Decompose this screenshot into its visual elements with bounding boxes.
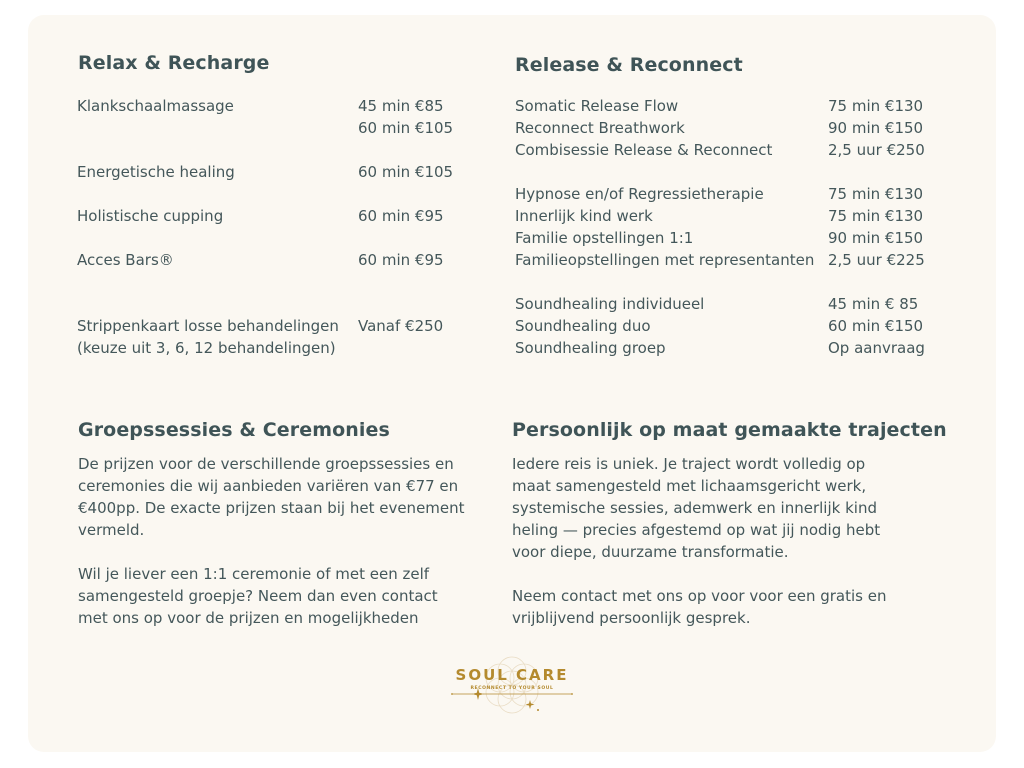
service-price: 60 min €105 [358,119,454,137]
service-name: Somatic Release Flow [515,97,679,115]
service-price: 75 min €130 [828,185,924,203]
service-price: 60 min €95 [358,251,444,269]
relax-recharge-heading: Relax & Recharge [78,52,270,74]
service-note: (keuze uit 3, 6, 12 behandelingen) [77,339,336,357]
service-price: 45 min € 85 [828,295,919,313]
group-sessions-paragraph: Wil je liever een 1:1 ceremonie of met een zelf samengesteld groepje? Neem dan even contact met ons op voor de prijzen en mogelijkheden [78,565,438,627]
service-name: Klankschaalmassage [77,97,234,115]
soul-care-logo [446,650,578,720]
service-price: 90 min €150 [828,229,924,247]
group-sessions-paragraph: De prijzen voor de verschillende groepssessies en ceremonies die wij aanbieden variëren van €77 en €400pp. De exacte prijzen staan bij het evenement vermeld. [78,455,465,539]
logo-tagline: RECONNECT TO YOUR SOUL [470,686,554,691]
service-price: 60 min €95 [358,207,444,225]
service-price: 60 min €150 [828,317,924,335]
flower-of-life-icon [446,650,578,720]
service-name: Innerlijk kind werk [515,207,653,225]
service-price: 75 min €130 [828,207,924,225]
service-price: 2,5 uur €250 [828,141,925,159]
service-price: 90 min €150 [828,119,924,137]
service-name: Acces Bars® [77,251,174,269]
personal-trajectories-paragraph: Neem contact met ons op voor voor een gratis en vrijblijvend persoonlijk gesprek. [512,587,887,627]
service-name: Strippenkaart losse behandelingen [77,317,339,335]
release-reconnect-heading: Release & Reconnect [515,54,743,76]
service-name: Familie opstellingen 1:1 [515,229,694,247]
service-name: Reconnect Breathwork [515,119,685,137]
service-name: Holistische cupping [77,207,224,225]
logo-title: SOUL CARE [455,666,569,684]
service-name: Soundhealing groep [515,339,666,357]
service-name: Soundhealing duo [515,317,651,335]
service-price: 45 min €85 [358,97,444,115]
service-price: 2,5 uur €225 [828,251,925,269]
service-name: Familieopstellingen met representanten [515,251,815,269]
personal-trajectories-heading: Persoonlijk op maat gemaakte trajecten [512,419,947,441]
service-name: Soundhealing individueel [515,295,705,313]
service-name: Combisessie Release & Reconnect [515,141,773,159]
service-price: 60 min €105 [358,163,454,181]
service-name: Energetische healing [77,163,235,181]
service-price: Op aanvraag [828,339,925,357]
group-sessions-heading: Groepssessies & Ceremonies [78,419,390,441]
personal-trajectories-paragraph: Iedere reis is uniek. Je traject wordt volledig op maat samengesteld met lichaamsgericht werk, systemische sessies, ademwerk en innerlijk kind heling — precies afgestemd op wat jij nodig hebt voor diepe, duurzame transformatie. [512,455,881,561]
service-name: Hypnose en/of Regressietherapie [515,185,764,203]
service-price: Vanaf €250 [358,317,444,335]
service-price: 75 min €130 [828,97,924,115]
